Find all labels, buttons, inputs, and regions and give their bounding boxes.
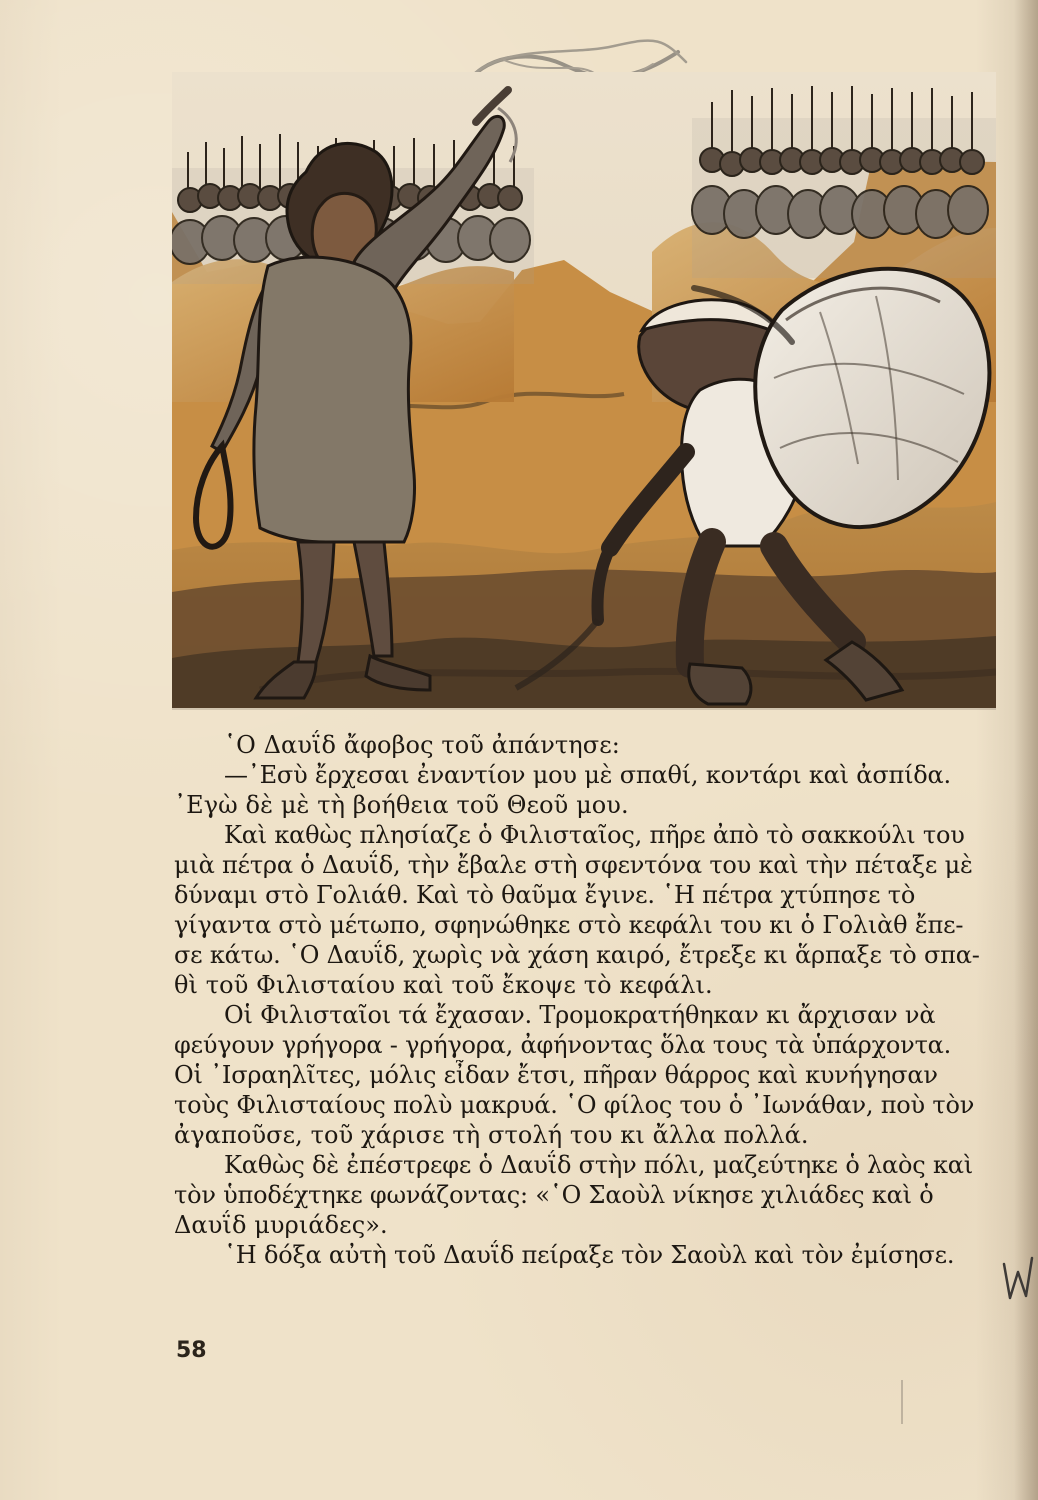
text-line: Καὶ καθὼς πλησίαζε ὁ Φιλισταῖος, πῆρε ἀπὸ τὸ σακκούλι του [224,821,965,849]
text-line: τὸν ὑποδέχτηκε φωνάζοντας: «῾Ο Σαοὺλ νίκησε χιλιάδες καὶ ὁ [174,1181,934,1209]
margin-pencil-mark [998,1248,1034,1308]
text-line: γίγαντα στὸ μέτωπο, σφηνώθηκε στὸ κεφάλι του κι ὁ Γολιὰθ ἔπε- [174,911,964,939]
tiny-pencil-line [900,1380,904,1424]
story-text-block [174,730,998,1270]
text-line: ῾Η δόξα αὐτὴ τοῦ Δαυΐδ πείραξε τὸν Σαοὺλ καὶ τὸν ἐμίσησε. [224,1241,955,1269]
text-line: Οἱ Φιλισταῖοι τά ἔχασαν. Τρομοκρατήθηκαν κι ἄρχισαν νὰ [224,1001,936,1029]
text-line: ᾿Εγὼ δὲ μὲ τὴ βοήθεια τοῦ Θεοῦ μου. [174,791,629,819]
text-line: Δαυΐδ μυριάδες». [174,1211,388,1239]
text-line: μιὰ πέτρα ὁ Δαυΐδ, τὴν ἔβαλε στὴ σφεντόνα του καὶ τὴν πέταξε μὲ [174,851,973,879]
text-line: σε κάτω. ῾Ο Δαυΐδ, χωρὶς νὰ χάση καιρό, ἔτρεξε κι ἅρπαξε τὸ σπα- [174,941,980,969]
text-line: Καθὼς δὲ ἐπέστρεφε ὁ Δαυΐδ στὴν πόλι, μαζεύτηκε ὁ λαὸς καὶ [224,1151,973,1179]
text-line: ἀγαποῦσε, τοῦ χάρισε τὴ στολή του κι ἄλλα πολλά. [174,1121,809,1149]
text-line: τοὺς Φιλισταίους πολὺ μακρυά. ῾Ο φίλος του ὁ ᾿Ιωνάθαν, ποὺ τὸν [174,1091,975,1119]
text-line: ῾Ο Δαυΐδ ἄφοβος τοῦ ἀπάντησε: [224,731,620,759]
text-line: —᾿Εσὺ ἔρχεσαι ἐναντίον μου μὲ σπαθί, κοντάρι καὶ ἀσπίδα. [224,761,951,789]
page-number: 58 [176,1338,207,1363]
text-line: δύναμι στὸ Γολιάθ. Καὶ τὸ θαῦμα ἔγινε. ῾Η πέτρα χτύπησε τὸ [174,881,916,909]
text-line: Οἱ ᾿Ισραηλῖτες, μόλις εἶδαν ἔτσι, πῆραν θάρρος καὶ κυνήγησαν [174,1061,938,1089]
text-line: θὶ τοῦ Φιλισταίου καὶ τοῦ ἔκοψε τὸ κεφάλι. [174,971,713,999]
text-line: φεύγουν γρήγορα - γρήγορα, ἀφήνοντας ὅλα τους τὰ ὑπάρχοντα. [174,1031,952,1059]
david-goliath-illustration [172,72,996,710]
